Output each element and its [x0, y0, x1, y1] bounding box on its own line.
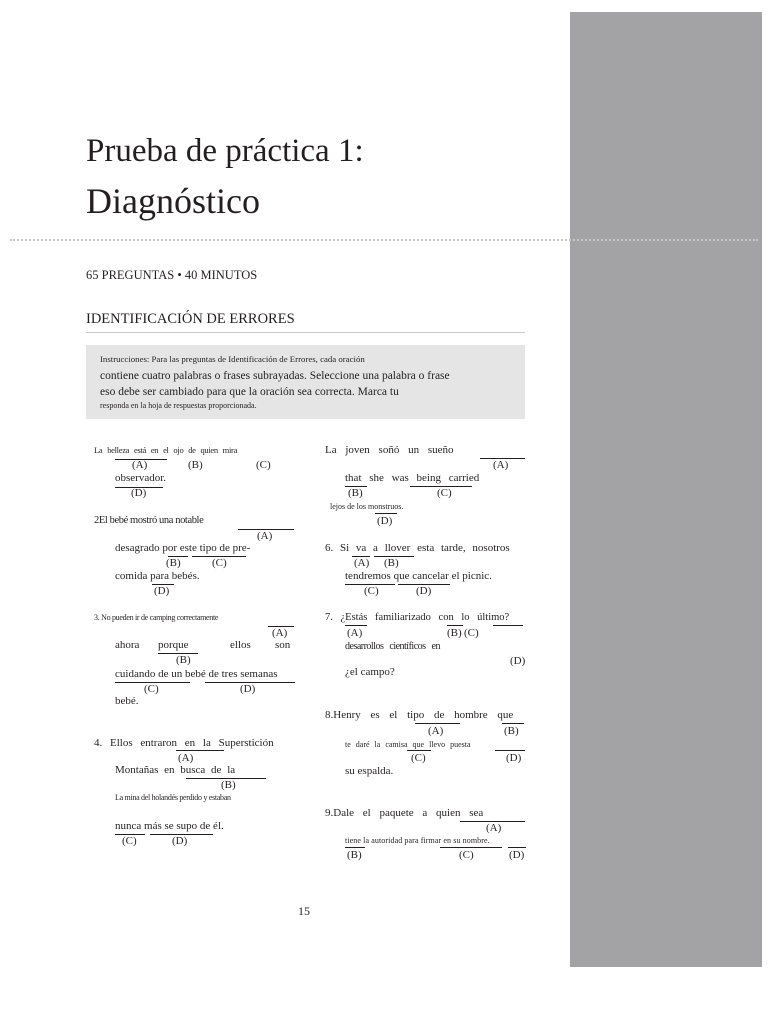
underline	[447, 625, 463, 626]
choice-marker: (A)	[354, 557, 370, 569]
underline	[415, 723, 460, 724]
question-2-text: comida para bebés.	[115, 570, 200, 582]
question-2-text: desagrado por este tipo de pre-	[115, 542, 251, 554]
underline	[440, 847, 502, 848]
choice-marker: (A)	[272, 627, 288, 639]
question-1-text: observador.	[115, 472, 167, 484]
question-8-text: te daré la camisa que llevo puesta	[345, 740, 471, 749]
choice-marker: (D)	[377, 515, 393, 527]
choice-marker: (B)	[384, 557, 399, 569]
choice-marker: (D)	[172, 835, 188, 847]
choice-marker: (C)	[122, 835, 137, 847]
choice-marker: (D)	[506, 752, 522, 764]
choice-marker: (B)	[347, 849, 362, 861]
question-4-text: 4. Ellos entraron en la Superstición	[94, 737, 274, 749]
choice-marker: (D)	[510, 655, 526, 667]
choice-marker: (C)	[144, 683, 159, 695]
underline	[502, 723, 524, 724]
underline	[493, 625, 523, 626]
choice-marker: (B)	[447, 627, 462, 639]
choice-marker: (A)	[493, 459, 509, 471]
question-3-text: bebé.	[115, 695, 139, 707]
choice-marker: (B)	[176, 654, 191, 666]
question-4-text: La mina del holandés perdido y estaban	[115, 793, 231, 802]
question-8-text: 8.Henry es el tipo de hombre que	[325, 709, 514, 721]
question-2-text: 2El bebé mostró una notable	[94, 515, 204, 526]
section-divider	[86, 332, 525, 333]
question-1-text: La belleza está en el ojo de quien mira	[94, 445, 238, 455]
question-7-text: ¿el campo?	[345, 666, 395, 678]
choice-marker: (B)	[348, 487, 363, 499]
choice-marker: (C)	[411, 752, 426, 764]
choice-marker: (D)	[154, 585, 170, 597]
choice-marker: (C)	[464, 627, 479, 639]
question-4-text: Montañas en busca de la	[115, 764, 236, 776]
page-title-line1: Prueba de práctica 1:	[86, 133, 364, 169]
question-3-text: 3. No pueden ir de camping correctamente	[94, 613, 219, 622]
question-9-text: 9.Dale el paquete a quien sea	[325, 807, 484, 819]
side-panel	[570, 12, 762, 967]
question-5-text: that she was being carried	[345, 472, 480, 484]
choice-marker: (A)	[257, 530, 273, 542]
underline	[407, 750, 431, 751]
choice-marker: (B)	[166, 557, 181, 569]
question-9-text: tiene la autoridad para firmar en su nombre.	[345, 836, 490, 845]
choice-marker: (B)	[504, 725, 519, 737]
question-3-text: ahora	[115, 639, 140, 651]
question-6-text: tendremos que cancelar el picnic.	[345, 570, 492, 582]
question-6-text: 6. Si va a llover esta tarde, nosotros	[325, 542, 510, 554]
instructions-line: Instrucciones: Para las preguntas de Identificación de Errores, cada oración	[100, 354, 365, 364]
choice-marker: (A)	[132, 459, 148, 471]
choice-marker: (C)	[364, 585, 379, 597]
choice-marker: (C)	[459, 849, 474, 861]
choice-marker: (C)	[437, 487, 452, 499]
question-3-text: ellos	[230, 639, 251, 651]
underline	[508, 847, 526, 848]
choice-marker: (D)	[416, 585, 432, 597]
underline	[375, 513, 397, 514]
choice-marker: (A)	[486, 822, 502, 834]
question-4-text: nunca más se supo de él.	[115, 820, 224, 832]
section-heading: IDENTIFICACIÓN DE ERRORES	[86, 311, 295, 327]
instructions-line: responda en la hoja de respuestas proporcionada.	[100, 401, 257, 410]
underline	[495, 750, 525, 751]
choice-marker: (D)	[240, 683, 256, 695]
question-5-text: lejos de los monstruos.	[330, 502, 404, 511]
choice-marker: (A)	[347, 627, 363, 639]
question-3-text: son	[275, 639, 291, 651]
instructions-line: contiene cuatro palabras o frases subrayadas. Seleccione una palabra o frase	[100, 370, 450, 382]
underline	[345, 847, 365, 848]
question-3-text: cuidando de un bebé de tres semanas	[115, 668, 278, 680]
underline	[345, 625, 367, 626]
choice-marker: (C)	[256, 459, 271, 471]
question-7-text: 7. ¿Estás familiarizado con lo último?	[325, 612, 510, 623]
choice-marker: (D)	[509, 849, 525, 861]
question-8-text: su espalda.	[345, 765, 394, 777]
question-5-text: La joven soñó un sueño	[325, 444, 454, 456]
question-7-text: desarrollos científicos en	[345, 641, 440, 652]
question-3-text: porque	[158, 639, 189, 651]
choice-marker: (D)	[131, 487, 147, 499]
underline	[176, 750, 224, 751]
choice-marker: (B)	[188, 459, 203, 471]
choice-marker: (C)	[212, 557, 227, 569]
instructions-line: eso debe ser cambiado para que la oración sea correcta. Marca tu	[100, 386, 399, 398]
choice-marker: (A)	[428, 725, 444, 737]
page-title-line2: Diagnóstico	[86, 181, 260, 221]
choice-marker: (B)	[221, 779, 236, 791]
page-number: 15	[298, 904, 310, 918]
test-meta: 65 PREGUNTAS • 40 MINUTOS	[86, 268, 258, 282]
dotted-divider	[10, 239, 758, 241]
choice-marker: (A)	[178, 752, 194, 764]
